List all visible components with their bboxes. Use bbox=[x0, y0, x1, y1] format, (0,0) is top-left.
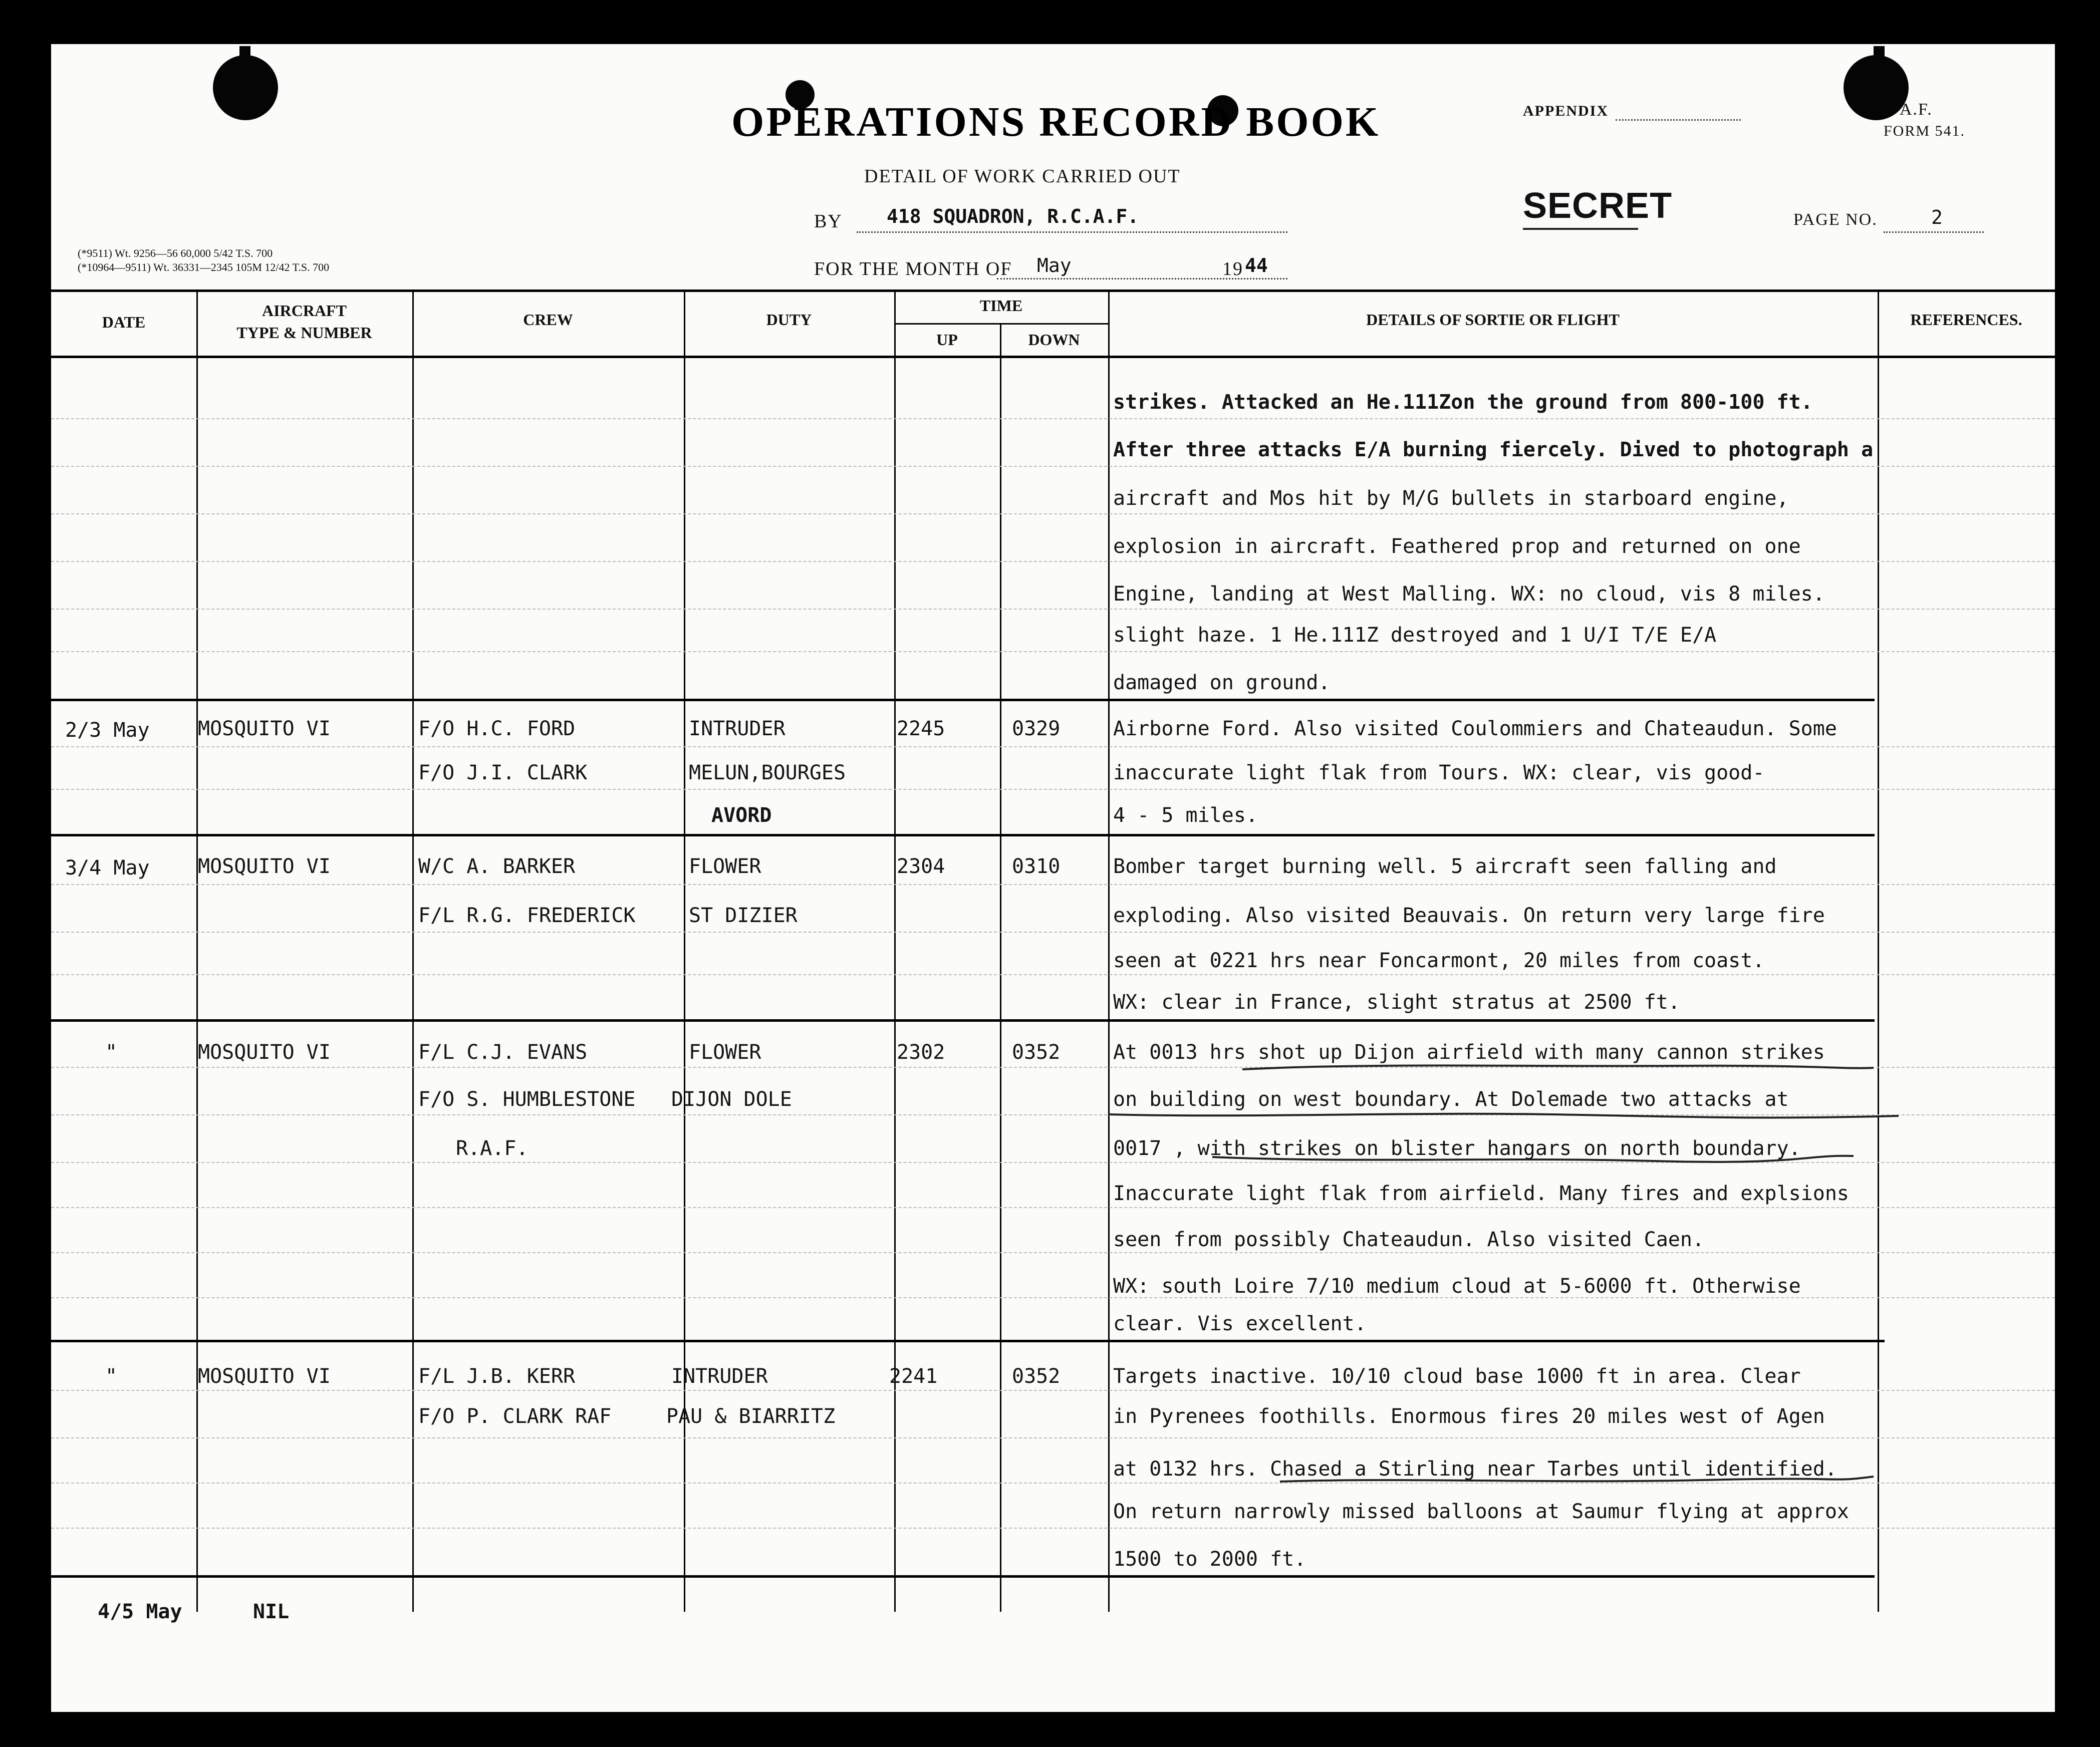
ruled-line bbox=[51, 746, 2055, 747]
details-line: Bomber target burning well. 5 aircraft seen falling and bbox=[1113, 855, 1777, 878]
col-header-date: DATE bbox=[102, 313, 146, 331]
details-line: WX: south Loire 7/10 medium cloud at 5-6000 ft. Otherwise bbox=[1113, 1275, 1801, 1298]
entry-duty: DIJON DOLE bbox=[671, 1088, 792, 1111]
details-line: WX: clear in France, slight stratus at 2500 ft. bbox=[1113, 991, 1680, 1014]
print-code-line-2: (*10964—9511) Wt. 36331—2345 105M 12/42 T.S. 700 bbox=[78, 261, 330, 273]
entry-crew: F/O P. CLARK RAF bbox=[418, 1405, 612, 1428]
ruled-line bbox=[51, 513, 2055, 514]
ruled-line bbox=[51, 1067, 2055, 1068]
entry-separator bbox=[51, 699, 1875, 701]
details-line: strikes. Attacked an He.111Zon the ground from 800-100 ft. bbox=[1113, 391, 1813, 414]
print-codes bbox=[78, 246, 329, 274]
entry-aircraft: MOSQUITO VI bbox=[198, 855, 331, 878]
ruled-line bbox=[51, 609, 2055, 610]
details-line: 1500 to 2000 ft. bbox=[1113, 1548, 1306, 1571]
col-divider-up bbox=[1000, 325, 1001, 1612]
entry-crew: W/C A. BARKER bbox=[418, 855, 576, 878]
binder-clip-right bbox=[1874, 46, 1885, 94]
year-suffix: 44 bbox=[1245, 254, 1268, 276]
ruled-line bbox=[51, 1207, 2055, 1208]
ruled-line bbox=[51, 466, 2055, 467]
details-line: aircraft and Mos hit by M/G bullets in starboard engine, bbox=[1113, 487, 1789, 510]
col-header-time: TIME bbox=[979, 297, 1023, 315]
details-line: Engine, landing at West Malling. WX: no cloud, vis 8 miles. bbox=[1113, 583, 1825, 606]
page-number-label: PAGE NO. bbox=[1793, 210, 1878, 229]
entry-aircraft: MOSQUITO VI bbox=[198, 1041, 331, 1064]
details-line: On return narrowly missed balloons at Saumur flying at approx bbox=[1113, 1500, 1850, 1523]
ruled-line bbox=[51, 1483, 2055, 1484]
entry-crew: F/O J.I. CLARK bbox=[418, 761, 588, 784]
details-line: slight haze. 1 He.111Z destroyed and 1 U/I T/E E/A bbox=[1113, 624, 1717, 647]
col-divider-down bbox=[1108, 289, 1110, 1612]
details-line: on building on west boundary. At Dolemade two attacks at bbox=[1113, 1088, 1789, 1111]
col-header-up: UP bbox=[936, 331, 958, 349]
page-title: OPERATIONS RECORD BOOK bbox=[731, 99, 1381, 145]
entry-time-down: 0310 bbox=[1012, 855, 1061, 878]
col-header-aircraft-1: AIRCRAFT bbox=[262, 302, 347, 320]
entry-separator bbox=[51, 1575, 1875, 1578]
page-subtitle: DETAIL OF WORK CARRIED OUT bbox=[864, 166, 1181, 187]
year-prefix: 19 bbox=[1222, 258, 1243, 279]
form-label-bottom: FORM 541. bbox=[1884, 123, 1966, 139]
month-label: FOR THE MONTH OF bbox=[814, 258, 1012, 279]
col-divider-aircraft bbox=[412, 289, 414, 1612]
page-number-rule bbox=[1884, 231, 1984, 233]
entry-duty: MELUN,BOURGES bbox=[689, 761, 846, 784]
ruled-line bbox=[51, 1252, 2055, 1253]
details-line: clear. Vis excellent. bbox=[1113, 1312, 1367, 1335]
ruled-line bbox=[51, 974, 2055, 975]
entry-time-down: 0352 bbox=[1012, 1041, 1061, 1064]
ruled-line bbox=[51, 1390, 2055, 1391]
page-number-value: 2 bbox=[1931, 206, 1943, 228]
details-line: at 0132 hrs. Chased a Stirling near Tarbes until identified. bbox=[1113, 1458, 1837, 1481]
entry-duty: FLOWER bbox=[689, 855, 761, 878]
details-line: 4 - 5 miles. bbox=[1113, 804, 1258, 827]
ruled-line bbox=[51, 932, 2055, 933]
entry-crew: F/O H.C. FORD bbox=[418, 717, 576, 740]
ruled-line bbox=[51, 561, 2055, 562]
entry-duty: INTRUDER bbox=[689, 717, 785, 740]
entry-aircraft: MOSQUITO VI bbox=[198, 717, 331, 740]
col-header-down: DOWN bbox=[1028, 331, 1080, 349]
month-value: May bbox=[1037, 254, 1072, 276]
ruled-line bbox=[51, 789, 2055, 790]
entry-separator bbox=[51, 1019, 1875, 1022]
entry-separator bbox=[51, 1340, 1885, 1342]
details-line: After three attacks E/A burning fiercely. Dived to photograph a bbox=[1113, 438, 1874, 461]
entry-duty: AVORD bbox=[711, 804, 772, 827]
col-header-aircraft-2: TYPE & NUMBER bbox=[236, 324, 372, 342]
ruled-line bbox=[51, 1114, 2055, 1115]
entry-duty: ST DIZIER bbox=[689, 904, 798, 927]
entry-aircraft: MOSQUITO VI bbox=[198, 1365, 331, 1388]
table-header-bottom bbox=[51, 356, 2055, 358]
details-line: Airborne Ford. Also visited Coulommiers and Chateaudun. Some bbox=[1113, 717, 1837, 740]
ruled-line bbox=[51, 884, 2055, 885]
details-line: seen from possibly Chateaudun. Also visited Caen. bbox=[1113, 1228, 1705, 1251]
secret-underline bbox=[1523, 228, 1638, 230]
binder-clip-left bbox=[239, 46, 250, 94]
entry-crew: F/O S. HUMBLESTONE bbox=[418, 1088, 636, 1111]
table-top-border bbox=[51, 289, 2055, 292]
entry-duty: INTRUDER bbox=[671, 1365, 768, 1388]
entry-date: 2/3 May bbox=[65, 719, 150, 742]
details-line: exploding. Also visited Beauvais. On return very large fire bbox=[1113, 904, 1825, 927]
entry-date: " bbox=[105, 1041, 118, 1064]
entry-time-up: 2245 bbox=[897, 717, 945, 740]
col-divider-date bbox=[196, 289, 198, 1612]
entry-crew: F/L C.J. EVANS bbox=[418, 1041, 588, 1064]
entry-date: 3/4 May bbox=[65, 856, 150, 880]
ruled-line bbox=[51, 418, 2055, 419]
month-rule bbox=[997, 278, 1287, 279]
form-label-top: A.F. bbox=[1900, 100, 1933, 119]
details-line: At 0013 hrs shot up Dijon airfield with many cannon strikes bbox=[1113, 1041, 1825, 1064]
details-line: Targets inactive. 10/10 cloud base 1000 ft in area. Clear bbox=[1113, 1365, 1801, 1388]
details-line: damaged on ground. bbox=[1113, 671, 1331, 694]
entry-time-up: 2241 bbox=[889, 1365, 938, 1388]
col-header-crew: CREW bbox=[523, 311, 573, 329]
col-header-details: DETAILS OF SORTIE OR FLIGHT bbox=[1366, 311, 1620, 329]
footer-entry-note: NIL bbox=[253, 1600, 290, 1623]
details-line: 0017 , with strikes on blister hangars on north boundary. bbox=[1113, 1137, 1801, 1160]
by-label: BY bbox=[814, 211, 843, 232]
print-code-line-1: (*9511) Wt. 9256—56 60,000 5/42 T.S. 700 bbox=[78, 247, 273, 259]
ruled-line bbox=[51, 1162, 2055, 1163]
entry-separator bbox=[51, 834, 1875, 836]
ruled-line bbox=[51, 1437, 2055, 1438]
time-subheader-line bbox=[894, 323, 1108, 325]
entry-duty: FLOWER bbox=[689, 1041, 761, 1064]
col-divider-details bbox=[1878, 289, 1879, 1612]
entry-crew: F/L J.B. KERR bbox=[418, 1365, 576, 1388]
ruled-line bbox=[51, 1528, 2055, 1529]
col-header-duty: DUTY bbox=[766, 311, 812, 329]
col-header-references: REFERENCES. bbox=[1910, 311, 2022, 329]
details-line: Inaccurate light flak from airfield. Many fires and explsions bbox=[1113, 1182, 1850, 1205]
by-rule bbox=[857, 231, 1287, 233]
secret-stamp: SECRET bbox=[1523, 186, 1673, 226]
entry-time-up: 2302 bbox=[897, 1041, 945, 1064]
entry-time-up: 2304 bbox=[897, 855, 945, 878]
appendix-label: APPENDIX bbox=[1523, 103, 1609, 119]
entry-crew: F/L R.G. FREDERICK bbox=[418, 904, 636, 927]
details-line: in Pyrenees foothills. Enormous fires 20 miles west of Agen bbox=[1113, 1405, 1825, 1428]
details-line: seen at 0221 hrs near Foncarmont, 20 miles from coast. bbox=[1113, 949, 1765, 972]
footer-entry-date: 4/5 May bbox=[98, 1600, 182, 1623]
entry-time-down: 0352 bbox=[1012, 1365, 1061, 1388]
by-value: 418 SQUADRON, R.C.A.F. bbox=[887, 205, 1139, 227]
entry-time-down: 0329 bbox=[1012, 717, 1061, 740]
details-line: explosion in aircraft. Feathered prop and returned on one bbox=[1113, 535, 1801, 558]
details-line: inaccurate light flak from Tours. WX: clear, vis good- bbox=[1113, 761, 1765, 784]
col-divider-duty bbox=[894, 289, 896, 1612]
entry-duty: PAU & BIARRITZ bbox=[666, 1405, 836, 1428]
entry-crew: R.A.F. bbox=[456, 1137, 529, 1160]
entry-date: " bbox=[105, 1365, 118, 1388]
ruled-line bbox=[51, 651, 2055, 652]
appendix-rule bbox=[1616, 119, 1741, 121]
